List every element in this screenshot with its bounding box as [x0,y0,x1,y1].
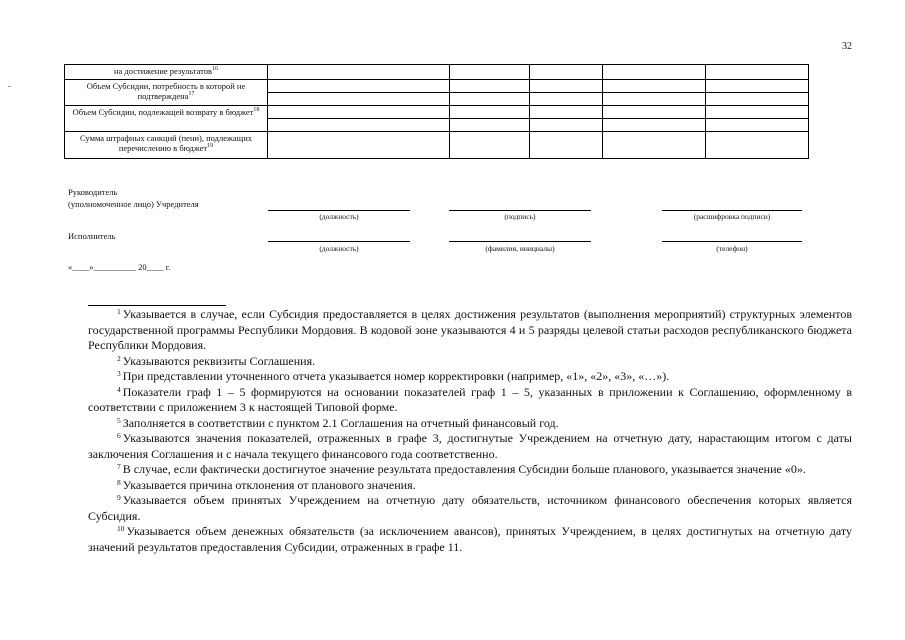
table-cell [268,119,450,132]
table-cell [268,132,450,159]
footnote: $^6$ Указываются значения показателей, отраженных в графе 3, достигнутые Учреждением на отчетную дату, нарастающим итогом с даты заключения Соглашения и с начала текущего финансового года соответственно. [88,431,852,461]
footnote-separator [88,305,226,306]
row-label: Сумма штрафных санкций (пени), подлежащих перечислению в бюджет$^{19}$ [65,132,268,159]
table-cell [268,65,450,80]
table-cell [268,80,450,93]
footnote-number: 6 [117,431,121,440]
decryption-line [662,210,802,211]
table-cell [450,80,530,93]
table-cell [530,93,603,106]
footnote: $^2$ Указываются реквизиты Соглашения. [117,353,316,368]
caption-signature: (подпись) [504,212,536,221]
table-cell [530,132,603,159]
table-cell [603,119,706,132]
table-cell [706,132,809,159]
scan-mark [8,86,11,87]
table-row [65,132,809,159]
caption-executor-position: (должность) [319,244,359,253]
footnote-ref: 18 [253,107,260,114]
footnote-number: 3 [117,369,121,378]
table-cell [706,80,809,93]
table-cell [530,106,603,119]
table-cell [706,93,809,106]
head-subtitle: (уполномоченное лицо) Учредителя [68,199,199,209]
footnote-number: 10 [117,524,125,533]
position-line [268,210,410,211]
footnote-number: 1 [117,307,121,316]
signature-line [449,210,591,211]
executor-name-line [449,241,591,242]
footnote-number: 5 [117,415,121,425]
table-cell [268,93,450,106]
table-cell [603,106,706,119]
caption-position: (должность) [319,212,359,221]
table-cell [706,65,809,80]
table-row [65,65,809,80]
date-field: «____»__________ 20____ г. [68,262,171,272]
report-table [64,64,809,159]
footnote-number: 7 [117,462,121,471]
footnote: $^9$ Указывается объем принятых Учреждением на отчетную дату обязательств, источником финансового обеспечения которых является Субсидия. [88,493,852,523]
table-cell [530,80,603,93]
table-cell [603,65,706,80]
table-cell [450,119,530,132]
table-cell [603,132,706,159]
row-label: на достижение результатов$^{16}$ [65,65,268,80]
footnote-number: 2 [117,353,121,363]
footnote: $^4$ Показатели граф 1 – 5 формируются на основании показателей граф 1 – 5, указанных в приложении к Соглашению, оформленному в соответствии с приложением 3 к настоящей Типовой форме. [88,384,852,414]
table-cell [268,106,450,119]
caption-executor-phone: (телефон) [716,244,748,253]
footnote-ref: 16 [212,66,218,73]
footnote-ref: 19 [207,143,214,150]
executor-title: Исполнитель [68,231,116,241]
footnote: $^1$ Указывается в случае, если Субсидия предоставляется в целях достижения результатов (выполнения мероприятий) структурных элементов государственной программы Республики Мордовия. В кодовой зоне указываются 4 и 5 разряды целевой статьи расходов республиканского бюджета Республики Мордовия. [88,307,852,352]
caption-decryption: (расшифровка подписи) [693,212,771,221]
footnote: $^5$ Заполняется в соответствии с пунктом 2.1 Соглашения на отчетный финансовый год. [117,415,559,430]
table-row [65,106,809,119]
footnote-number: 4 [117,384,121,394]
table-cell [450,132,530,159]
table-cell [603,80,706,93]
footnote-number: 8 [117,477,121,487]
table-cell [530,119,603,132]
table-cell [530,65,603,80]
footnote: $^3$ При представлении уточненного отчета указывается номер корректировки (например, «1», «2», «3», «…»). [117,369,670,383]
table-cell [450,65,530,80]
table-row [65,80,809,93]
footnotes [88,307,852,555]
footnote-ref: 17 [188,91,195,98]
table-cell [450,106,530,119]
row-label: Объем Субсидии, потребность в которой не подтверждена$^{17}$ [65,80,268,106]
footnote: $^8$ Указывается причина отклонения от планового значения. [117,477,416,492]
row-label: Объем Субсидии, подлежащей возврату в бюджет$^{18}$ [65,106,268,132]
executor-position-line [268,241,410,242]
table-cell [603,93,706,106]
footnote: $^{10}$ Указывается объем денежных обязательств (за исключением авансов), принятых Учреждением, в целях достигнутых на отчетную дату значений результатов предоставления Субсидии, отраженных в графе 11. [88,524,852,554]
table-cell [706,119,809,132]
footnote-number: 9 [117,493,121,502]
table-cell [450,93,530,106]
page-number: 32 [842,41,852,52]
executor-phone-line [662,241,802,242]
caption-executor-name: (фамилия, инициалы) [485,244,555,253]
footnote: $^7$ В случае, если фактически достигнутое значение результата предоставления Субсидии больше планового, указывается значение «0». [117,462,806,476]
table-cell [706,106,809,119]
head-title: Руководитель [68,187,118,197]
